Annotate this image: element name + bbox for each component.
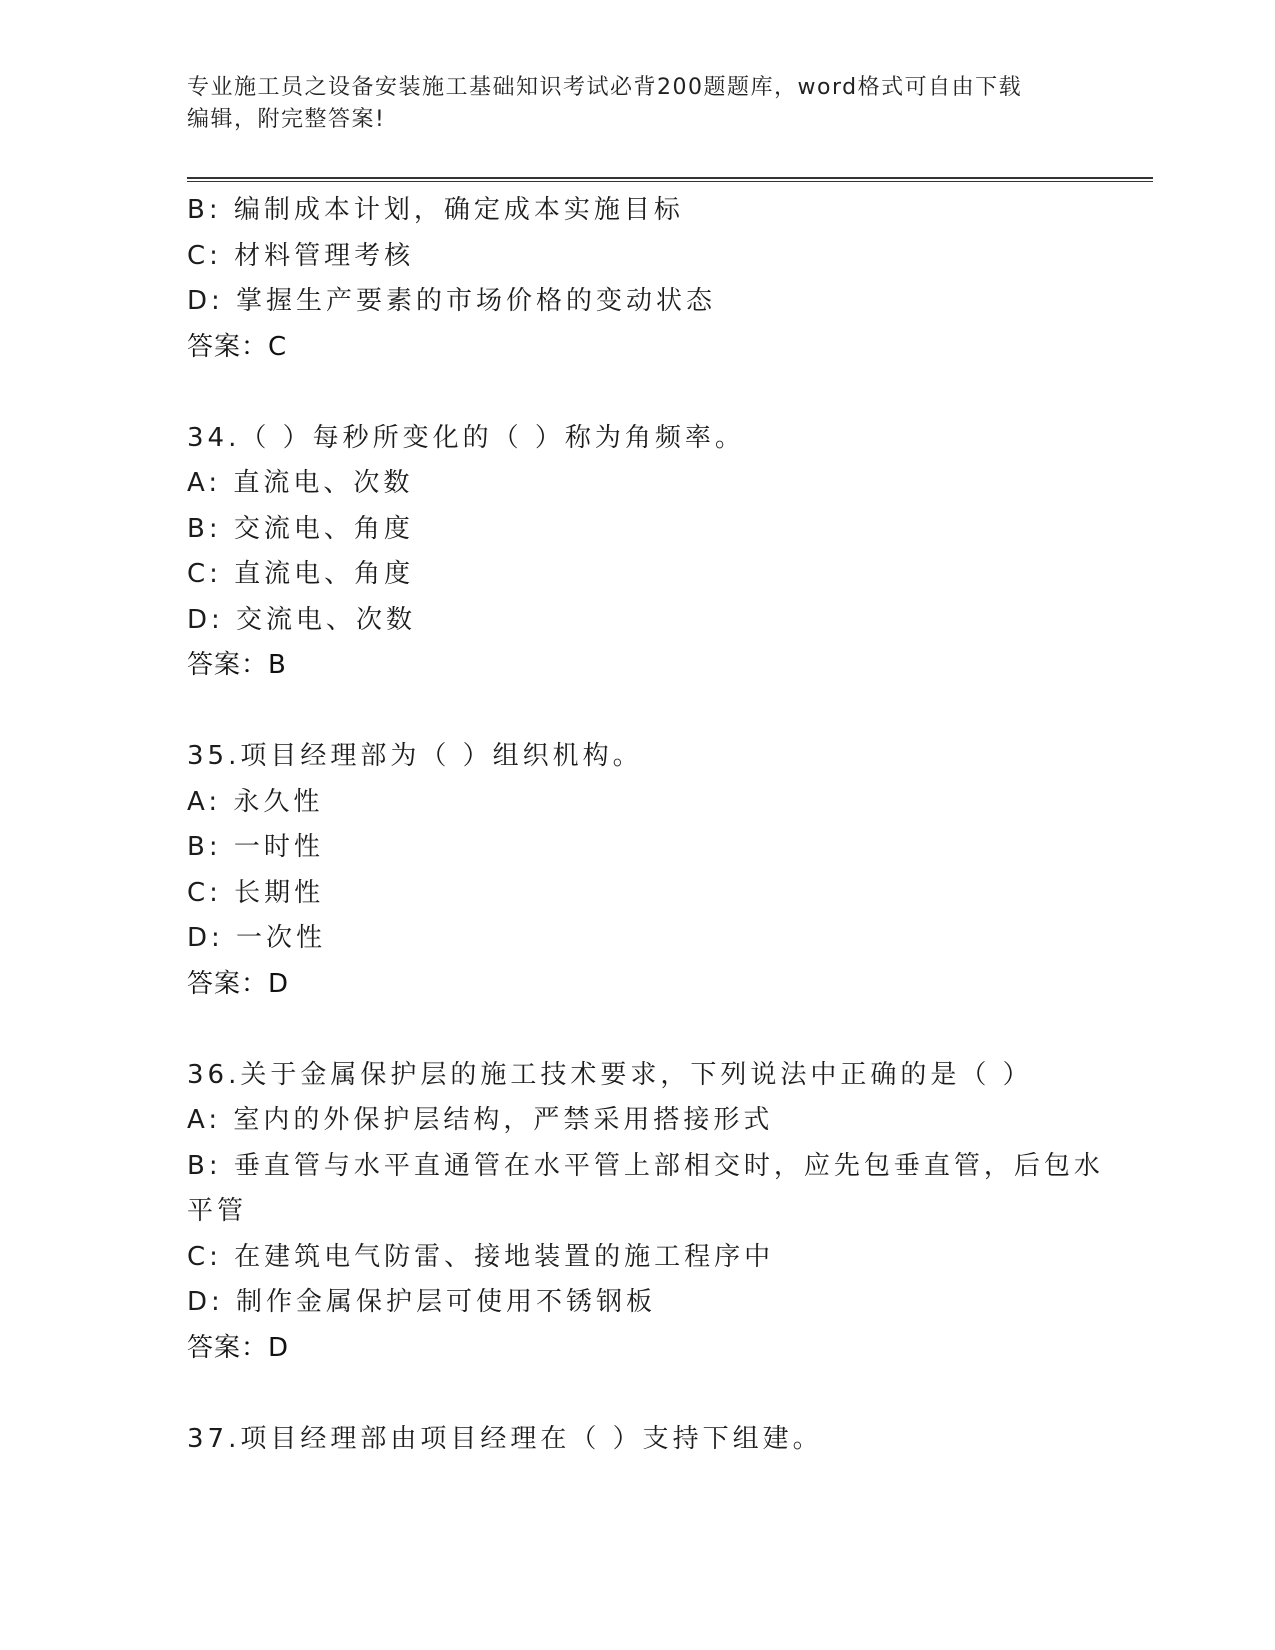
- question-33-answer: 答案：C: [187, 331, 288, 362]
- question-33-option-b: B: 编制成本计划，确定成本实施目标: [187, 195, 684, 225]
- question-37: [187, 1417, 1087, 1463]
- question-35-option-c: C: 长期性: [187, 877, 325, 908]
- document-header: [187, 72, 1067, 136]
- question-33-option-c: C: 材料管理考核: [187, 240, 415, 271]
- question-36-option-b-line-2: 平管: [187, 1196, 248, 1226]
- question-36-option-c: C: 在建筑电气防雷、接地装置的施工程序中: [187, 1241, 775, 1272]
- question-35-text: 35.项目经理部为（ ）组织机构。: [187, 741, 643, 771]
- question-34-option-d: D: 交流电、次数: [187, 604, 417, 635]
- question-34: [187, 416, 1087, 689]
- question-34-option-a: A: 直流电、次数: [187, 468, 414, 498]
- header-divider-thick: [187, 177, 1153, 179]
- question-33-option-d: D: 掌握生产要素的市场价格的变动状态: [187, 286, 717, 316]
- question-36-option-a: A: 室内的外保护层结构，严禁采用搭接形式: [187, 1105, 774, 1135]
- header-title-line-2: 编辑，附完整答案!: [187, 107, 386, 132]
- spacer: [187, 1371, 1087, 1417]
- question-34-option-c: C: 直流电、角度: [187, 559, 415, 589]
- spacer: [187, 370, 1087, 416]
- question-35-option-d: D: 一次性: [187, 923, 327, 953]
- question-34-answer: 答案：B: [187, 650, 287, 680]
- question-33: [187, 188, 1087, 370]
- header-title-line-1: 专业施工员之设备安装施工基础知识考试必背200题题库，word格式可自由下载: [187, 75, 1023, 100]
- question-35-option-a: A: 永久性: [187, 786, 324, 817]
- question-34-text: 34.（ ）每秒所变化的（ ）称为角频率。: [187, 422, 745, 453]
- question-36-text: 36.关于金属保护层的施工技术要求，下列说法中正确的是（ ）: [187, 1059, 1033, 1090]
- question-34-option-b: B: 交流电、角度: [187, 513, 414, 544]
- question-36: [187, 1053, 1104, 1372]
- spacer: [187, 1007, 1087, 1053]
- spacer: [187, 689, 1087, 735]
- question-35-option-b: B: 一时性: [187, 832, 324, 862]
- header-divider-thin: [187, 181, 1153, 182]
- question-36-option-b-line-1: B: 垂直管与水平直通管在水平管上部相交时，应先包垂直管，后包水: [187, 1150, 1104, 1181]
- question-36-answer: 答案：D: [187, 1332, 290, 1363]
- question-35-answer: 答案：D: [187, 968, 290, 999]
- question-36-option-d: D: 制作金属保护层可使用不锈钢板: [187, 1287, 657, 1317]
- question-list: [187, 188, 1104, 1462]
- question-35: [187, 734, 1087, 1007]
- question-37-text: 37.项目经理部由项目经理在（ ）支持下组建。: [187, 1423, 823, 1454]
